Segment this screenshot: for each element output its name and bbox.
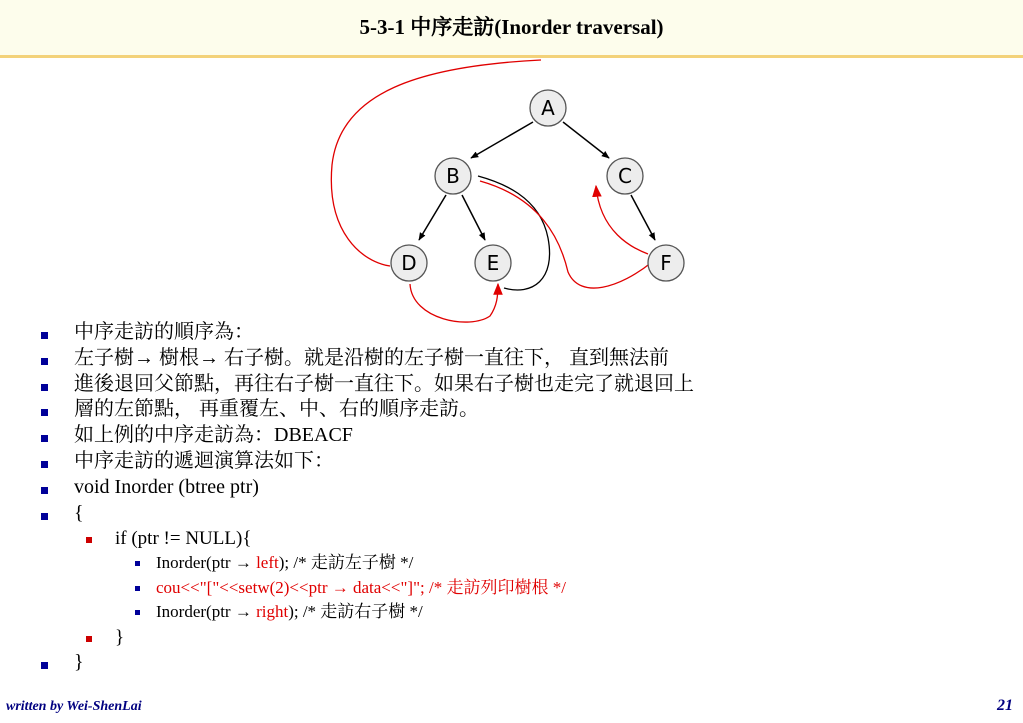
bullet-text-prefix: Inorder(ptr → [156,602,257,622]
tree-node-e [475,245,511,281]
bullet-square-icon [135,586,140,591]
bullet-item [38,576,694,601]
bullet-text-suffix: ); /* 走訪右子樹 */ [288,602,423,622]
bullet-text-suffix: ); /* 走訪左子樹 */ [278,553,414,573]
bullet-square-icon [86,537,92,543]
bullet-square-icon [135,610,140,615]
footer-author: written by Wei-ShenLai [6,699,142,714]
bullet-text: 中序走訪的順序為： [74,321,254,343]
bullet-square-icon [41,487,48,494]
bullet-square-icon [41,409,48,416]
bullet-text: 中序走訪的遞迴演算法如下： [74,449,334,472]
bullet-square-icon [41,332,48,339]
bullet-text: } [115,626,125,648]
bullet-item [38,475,694,501]
bullet-text: 進後退回父節點，再往右子樹一直往下。如果右子樹也走完了就退回上 [74,372,694,395]
bullet-item [38,397,694,423]
bullet-text: 左子樹→ 樹根→ 右子樹。就是沿樹的左子樹一直往下， 直到無法前 [74,346,669,369]
tree-node-a-label: A [541,96,555,120]
bullet-item [38,600,694,625]
bullet-item [38,625,694,650]
slide-title: 5-3-1 中序走訪(Inorder traversal) [359,15,664,39]
bullet-highlight: right [256,602,289,622]
tree-node-d-label: D [401,251,417,275]
edge-b-e [462,195,485,240]
bullet-highlight: left [256,553,279,573]
tree-node-f-label: F [660,251,672,275]
bullet-item [38,346,694,372]
tree-node-b-label: B [446,164,460,188]
bullet-square-icon [135,561,140,566]
edge-c-f [631,195,655,240]
bullet-item [38,372,694,398]
bullet-text: if (ptr != NULL){ [115,528,252,550]
bullet-item [38,423,694,449]
tree-node-e-label: E [486,251,500,275]
footer-page-number: 21 [997,697,1013,714]
bullet-text: cou<<"["<<setw(2)<<ptr → data<<"]"; /* 走訪列印樹根 */ [156,577,566,597]
bullet-square-icon [41,513,48,520]
tree-node-c [607,158,643,194]
bullet-square-icon [41,384,48,391]
tree-node-a [530,90,566,126]
bullet-text: void Inorder (btree ptr) [74,475,259,498]
bullet-square-icon [41,435,48,442]
content-bullet-list [38,320,694,676]
traversal-path-f-to-c [596,186,648,254]
tree-node-d [391,245,427,281]
bullet-text: { [74,501,84,524]
bullet-item [38,650,694,676]
bullet-text: } [74,650,84,673]
bullet-item [38,526,694,551]
bullet-square-icon [41,358,48,365]
bullet-square-icon [86,636,92,642]
tree-node-f [648,245,684,281]
bullet-text: 層的左節點， 再重覆左、中、右的順序走訪。 [74,398,479,421]
traversal-path-root-to-d [331,60,541,266]
bullet-item [38,501,694,527]
bullet-item [38,320,694,346]
bullet-text-prefix: Inorder(ptr → [156,553,257,573]
tree-node-b [435,158,471,194]
bullet-square-icon [41,662,48,669]
edge-b-d [419,195,446,240]
bullet-square-icon [41,461,48,468]
bullet-item [38,449,694,475]
traversal-path-d-to-e [410,284,498,322]
bullet-text: 如上例的中序走訪為：DBEACF [74,424,353,447]
bullet-item [38,551,694,576]
tree-node-c-label: C [618,164,632,188]
edge-a-b [471,122,533,158]
edge-a-c [563,122,609,158]
